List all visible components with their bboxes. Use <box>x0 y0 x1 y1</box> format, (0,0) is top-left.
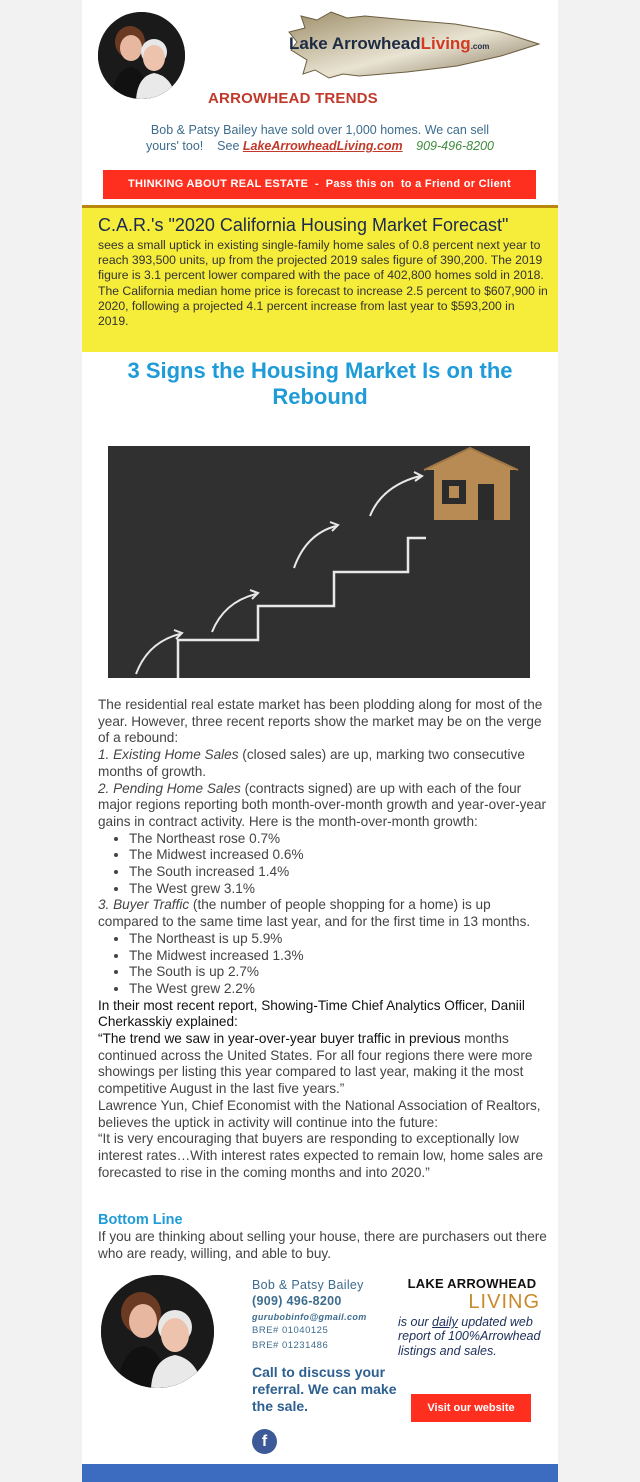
facebook-icon[interactable]: f <box>252 1429 277 1454</box>
contact-name: Bob & Patsy Bailey <box>252 1278 364 1292</box>
sign-1 <box>98 747 548 780</box>
sign-2-list <box>98 831 548 898</box>
contact-email[interactable]: gurubobinfo@gmail.com <box>252 1312 367 1322</box>
agents-portrait-footer-icon <box>101 1275 214 1388</box>
footer-bar <box>82 1464 558 1482</box>
tagline-line1: Bob & Patsy Bailey have sold over 1,000 homes. We can sell <box>150 123 490 137</box>
forecast-paragraph-2: The California median home price is forecast to increase 2.5 percent to $607,900 in 2020, following a projected 4.1 percent increase from last year to $593,200 in 2019. <box>98 283 548 329</box>
lake-arrowhead-living-logo[interactable] <box>287 10 543 80</box>
brand-line-1: LAKE ARROWHEAD <box>407 1276 537 1291</box>
contact-block <box>252 1278 402 1415</box>
bottom-line-text: If you are thinking about selling your house, there are purchasers out there who are ready, willing, and able to buy. <box>98 1229 547 1261</box>
bre-number-2: BRE# 01231486 <box>252 1339 329 1351</box>
brand-desc-daily: daily <box>432 1315 458 1329</box>
sign-3 <box>98 897 548 930</box>
sign-1-text: (closed sales) are up, marking two consecutive months of growth. <box>98 747 525 779</box>
agents-portrait-icon <box>98 12 185 99</box>
tagline-line2: yours' too! See <box>145 139 240 153</box>
list-item: • The Northeast rose 0.7% <box>129 831 548 848</box>
sign-3-list <box>98 931 548 998</box>
brand-line-2: LIVING <box>468 1291 540 1313</box>
list-item: • The West grew 3.1% <box>129 881 548 898</box>
website-link[interactable]: LakeArrowheadLiving.com <box>242 139 403 153</box>
article-intro: The residential real estate market has been plodding along for most of the year. However, three recent reports show the market may be on the verge of a rebound: <box>98 697 543 746</box>
list-item: • The South increased 1.4% <box>129 864 548 881</box>
bre-number-1: BRE# 01040125 <box>252 1325 329 1336</box>
yun-intro: Lawrence Yun, Chief Economist with the National Association of Realtors, believes the uptick in activity will continue into the future: <box>98 1097 541 1130</box>
contact-phone[interactable]: (909) 496-8200 <box>252 1294 342 1308</box>
header-phone[interactable]: 909-496-8200 <box>416 139 494 153</box>
list-item: • The Midwest increased 0.6% <box>129 847 548 864</box>
bottom-line-title: Bottom Line <box>98 1212 183 1228</box>
brand-description <box>398 1315 546 1358</box>
sign-3-label: 3. Buyer Traffic <box>98 897 190 913</box>
article-body <box>98 697 548 1181</box>
call-to-action: Call to discuss your referral. We can make the sale. <box>252 1364 397 1414</box>
sign-1-label: 1. Existing Home Sales <box>98 747 239 763</box>
list-item: • The West grew 2.2% <box>129 981 548 998</box>
sign-3-text: (the number of people shopping for a home) is up compared to the same time last year, and for the first time in 13 months. <box>98 897 531 930</box>
sign-2-label: 2. Pending Home Sales <box>98 780 241 796</box>
living-brand-block <box>398 1276 546 1358</box>
brand-desc-prefix: is our <box>398 1315 433 1329</box>
forecast-title: C.A.R.'s "2020 California Housing Market Forecast" <box>98 215 509 235</box>
quote-1 <box>98 1031 548 1098</box>
list-item: • The Northeast is up 5.9% <box>129 931 548 948</box>
quote-1-rest: months continued across the United States. For all four regions there were more showings per listing this year compared to last year, making it the most competitive August in the last five years.” <box>98 1031 533 1097</box>
forecast-box <box>82 208 558 352</box>
forecast-paragraph-1: sees a small uptick in existing single-family home sales of 0.8 percent next year to reach 393,500 units, up from the projected 2019 sales figure of 390,200. The 2019 figure is 3.1 percent lower compared with the pace of 402,800 homes sold in 2018. <box>98 238 544 283</box>
chalkboard-stairs-image <box>108 446 530 678</box>
forecast-text <box>98 238 548 329</box>
quote-1-start: “The trend we saw in year-over-year buyer traffic in previous <box>98 1031 461 1047</box>
logo-text-main: Lake Arrowhead <box>289 34 421 53</box>
article-headline: 3 Signs the Housing Market Is on the Rebound <box>127 358 513 409</box>
pass-on-banner-button[interactable]: THINKING ABOUT REAL ESTATE - Pass this on to a Friend or Client <box>103 170 536 199</box>
logo-text-suffix: .com <box>470 42 490 51</box>
sign-2-text: (contracts signed) are up with each of the four major regions reporting both month-over-month growth and year-over-year gains in contract activity. Here is the month-over-month growth: <box>98 780 547 829</box>
tagline <box>82 122 558 154</box>
visit-website-button[interactable]: Visit our website <box>411 1394 531 1422</box>
list-item: • The South is up 2.7% <box>129 964 548 981</box>
logo-text-accent: Living <box>420 34 471 53</box>
quote-2: “It is very encouraging that buyers are responding to exceptionally low interest rates…With interest rates expected to remain low, home sales are forecasted to rise in the coming months and into 2020.” <box>98 1131 544 1180</box>
sign-2 <box>98 781 548 831</box>
section-title: ARROWHEAD TRENDS <box>208 90 378 107</box>
agent-photo-footer <box>101 1275 214 1388</box>
agent-photo-header <box>98 12 185 99</box>
brand-desc-suffix: updated web report of 100%Arrowhead listings and sales. <box>398 1315 541 1358</box>
newsletter-page <box>82 0 558 1482</box>
list-item: • The Midwest increased 1.3% <box>129 948 548 965</box>
report-intro: In their most recent report, Showing-Time Chief Analytics Officer, Daniil Cherkasskiy explained: <box>98 997 525 1030</box>
stairs-house-illustration-icon <box>108 446 530 678</box>
